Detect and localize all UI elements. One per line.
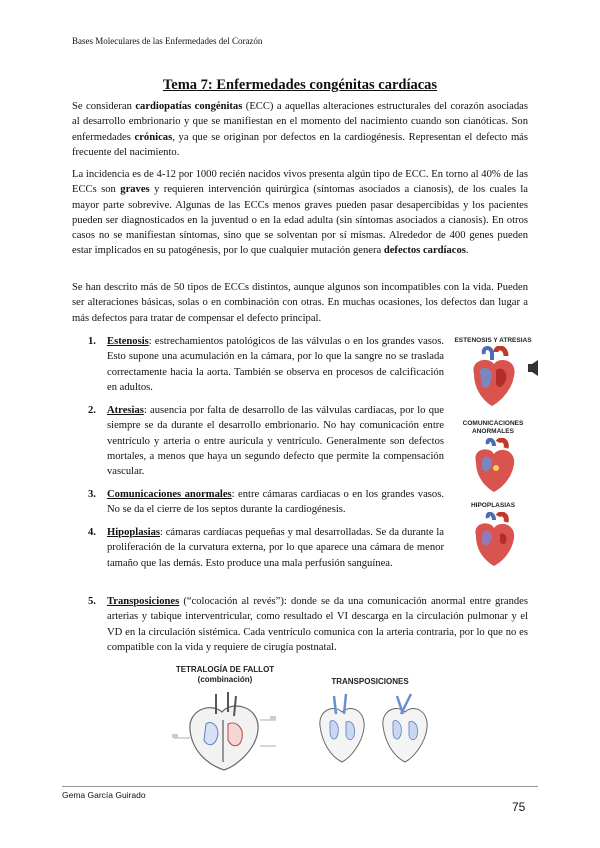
intro-paragraph xyxy=(72,99,528,160)
p2-text-1: La incidencia es de 4-12 por 1000 recién nacidos vivos presenta algún tipo de ECC. En torno al 40% de las ECCs son xyxy=(72,169,528,196)
p1-text-3: , ya que se originan por defectos en la cardiogénesis. Representan el defecto más frecuente del nacimiento. xyxy=(72,131,529,158)
tetralogy-of-fallot-diagram xyxy=(170,690,280,772)
p1-text-1: Se consideran xyxy=(72,101,136,112)
list-item xyxy=(88,403,444,479)
item-term: Estenosis xyxy=(107,336,149,347)
fallot-subtitle: (combinación) xyxy=(197,675,253,684)
heart-communications-illustration xyxy=(470,438,520,494)
caption-abnormal-communications xyxy=(448,420,538,436)
p1-text-2: (ECC) a aquellas alteraciones estructurales del corazón asociadas al desarrollo embrionario y que se manifiestan en el momento del nacimiento cuando son cianóticas. Son enfermedades xyxy=(72,101,529,143)
heart-stenosis-illustration xyxy=(462,346,542,408)
transposition-diagram-right xyxy=(375,692,433,764)
list-item xyxy=(88,487,444,518)
item-text: : ausencia por falta de desarrollo de las válvulas cardiacas, por lo que siempre se da durante el desarrollo embrionario. No hay comunicación entre ventrículo y arteria o entre aurícula y ventrículo. Generalmente son defectos mortales, a menos que haya un segundo defecto que permite la compensación vascular. xyxy=(107,405,444,478)
running-header: Bases Moleculares de las Enfermedades del Corazón xyxy=(72,36,263,46)
p2-text-3: . xyxy=(465,245,469,257)
p2-text-2: y requieren intervención quirúrgica (síntomas asociados a cianosis), de los cuales la mayor parte sobrevive. Algunas de las ECCs menos graves pueden pasar desapercibidas y los pacientes pueden ser diagnosticados en la juventud o en la edad adulta (sin síntomas asociados a cianosis). En otros casos no se manifiestan síntomas, sino que se solventan por sí mismas. Alrededor de 400 genes pueden estar implicados en su patogénesis, por lo que cualquier mutación genera xyxy=(72,184,528,257)
item-term: Atresias xyxy=(107,405,144,416)
caption-abnormal-communications-line-1: COMUNICACIONES xyxy=(462,420,524,427)
list-item xyxy=(88,525,444,571)
item-term: Comunicaciones anormales xyxy=(107,489,232,500)
item-number: 2. xyxy=(88,405,96,416)
page-title: Tema 7: Enfermedades congénitas cardíacas xyxy=(162,77,438,93)
transposition-diagram-left xyxy=(312,692,370,764)
item-text: : cámaras cardíacas pequeñas y mal desarrolladas. Se da durante la proliferación de la curvatura externa, por lo que aparece una cámara de menor tamaño que las demás. Esto produce una mala perfusión sanguínea. xyxy=(107,527,444,569)
page-number: 75 xyxy=(512,800,526,814)
item-number: 5. xyxy=(88,596,96,607)
footer-author: Gema García Guirado xyxy=(62,790,146,800)
heart-hypoplasia-illustration xyxy=(470,512,520,568)
fallot-caption xyxy=(160,665,290,685)
item-text: : entre cámaras cardiacas o en los grandes vasos. No se da el cierre de los septos durante la cardiogénesis. xyxy=(107,489,444,516)
fallot-title: TETRALOGÍA DE FALLOT xyxy=(175,665,275,674)
footer-divider xyxy=(62,786,538,787)
p2-bold-1: graves xyxy=(120,184,150,196)
list-item xyxy=(88,594,528,655)
caption-stenosis-atresias: ESTENOSIS Y ATRESIAS xyxy=(454,337,532,344)
item-number: 1. xyxy=(88,336,96,347)
item-number: 4. xyxy=(88,527,96,538)
list-item xyxy=(88,334,444,395)
transpositions-caption: TRANSPOSICIONES xyxy=(331,677,409,686)
types-paragraph: Se han descrito más de 50 tipos de ECCs distintos, aunque algunos son incompatibles con la vida. Pueden ser alteraciones básicas, solas o en combinación con otras. En muchas ocasiones, los defectos dan lugar a más defectos para tratar de compensar el defecto principal. xyxy=(72,282,528,324)
item-term: Hipoplasias xyxy=(107,527,160,538)
caption-hypoplasias: HIPOPLASIAS xyxy=(470,502,516,509)
p2-bold-2: defectos cardíacos xyxy=(383,245,466,257)
incidence-paragraph xyxy=(72,167,528,259)
caption-abnormal-communications-line-2: ANORMALES xyxy=(472,428,514,435)
item-number: 3. xyxy=(88,489,96,500)
item-text: : estrechamientos patológicos de las válvulas o en los grandes vasos. Esto supone una acumulación en la cámara, por lo que la sangre no se traslada correctamente hacia la aorta. También se observa en procesos de calcificación en adultos. xyxy=(107,336,444,393)
p1-bold-1: cardiopatías congénitas xyxy=(135,101,243,112)
item-text: (“colocación al revés”): donde se da una comunicación anormal entre grandes arterias y tabique interventricular, como resultado el VI descarga en la circulación pulmonar y el VD en la circulación sistémica. Cada ventrículo comunica con la arteria contraria, por lo que no es compatible con la vida y requiere de cirugía postnatal. xyxy=(107,596,528,653)
item-term: Transposiciones xyxy=(107,596,180,607)
p1-bold-2: crónicas xyxy=(134,131,173,143)
